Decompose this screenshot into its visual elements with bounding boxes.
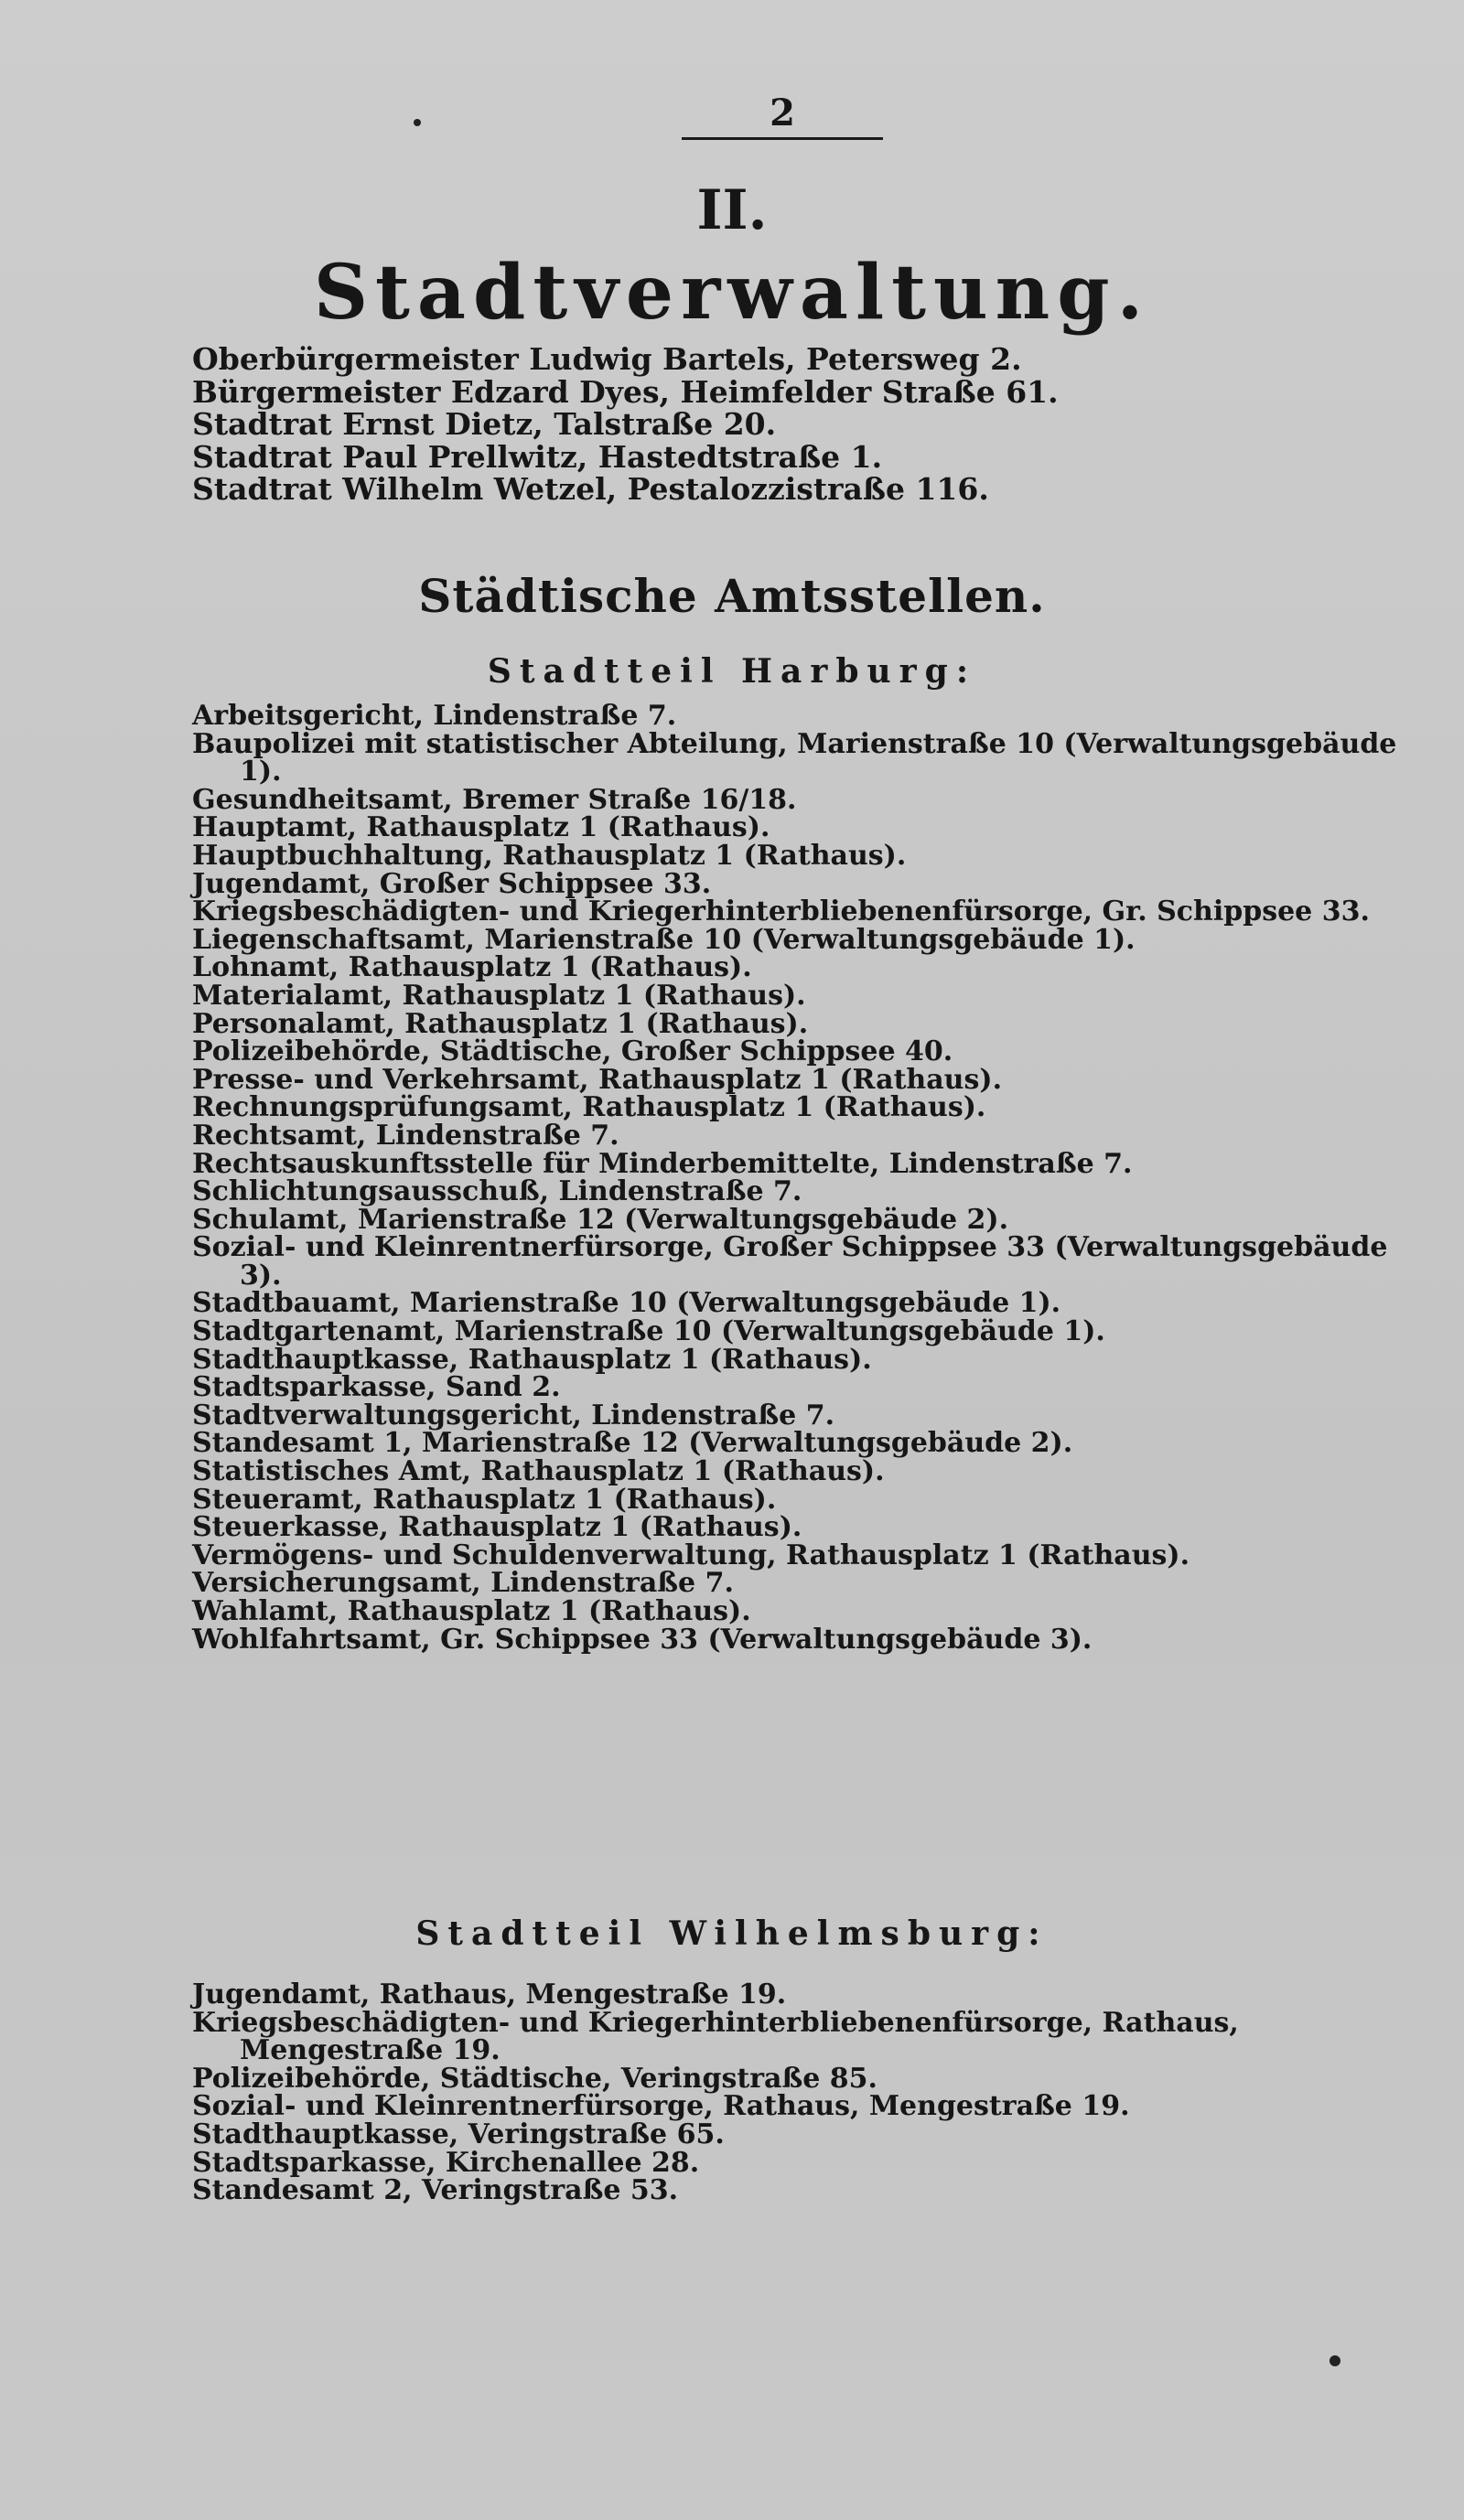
office-entry: Materialamt, Rathausplatz 1 (Rathaus). xyxy=(192,979,806,1012)
office-entry: Rechnungsprüfungsamt, Rathausplatz 1 (Rathaus). xyxy=(192,1091,986,1124)
office-entry: Kriegsbeschädigten- und Kriegerhinterbliebenenfürsorge, Rathaus, Mengestraße 19. xyxy=(192,2006,1239,2067)
office-entry: Standesamt 1, Marienstraße 12 (Verwaltungsgebäude 2). xyxy=(192,1427,1073,1460)
office-entry: Sozial- und Kleinrentnerfürsorge, Rathaus, Mengestraße 19. xyxy=(192,2090,1130,2123)
office-entry: Stadtsparkasse, Sand 2. xyxy=(192,1371,561,1404)
harburg-office-list xyxy=(192,702,1400,1654)
official-entry: Stadtrat Ernst Dietz, Talstraße 20. xyxy=(192,406,777,442)
office-entry: Personalamt, Rathausplatz 1 (Rathaus). xyxy=(192,1007,809,1040)
page-number: 2 xyxy=(770,91,795,134)
district-heading-harburg: Stadtteil Harburg: xyxy=(487,652,977,691)
office-entry: Rechtsamt, Lindenstraße 7. xyxy=(192,1119,619,1152)
office-entry: Rechtsauskunftsstelle für Minderbemittelte, Lindenstraße 7. xyxy=(192,1147,1133,1180)
office-entry: Vermögens- und Schuldenverwaltung, Rathausplatz 1 (Rathaus). xyxy=(192,1539,1190,1571)
office-entry: Statistisches Amt, Rathausplatz 1 (Rathaus). xyxy=(192,1455,885,1488)
office-entry: Stadthauptkasse, Rathausplatz 1 (Rathaus). xyxy=(192,1343,872,1376)
office-entry: Stadthauptkasse, Veringstraße 65. xyxy=(192,2118,725,2150)
section-title: Städtische Amtsstellen. xyxy=(418,569,1046,623)
office-entry: Wahlamt, Rathausplatz 1 (Rathaus). xyxy=(192,1595,751,1627)
office-entry: Stadtbauamt, Marienstraße 10 (Verwaltungsgebäude 1). xyxy=(192,1287,1061,1320)
office-entry: Versicherungsamt, Lindenstraße 7. xyxy=(192,1567,734,1600)
office-entry: Presse- und Verkehrsamt, Rathausplatz 1 (Rathaus). xyxy=(192,1063,1003,1096)
office-entry: Jugendamt, Rathaus, Mengestraße 19. xyxy=(192,1978,787,2011)
office-entry: Stadtsparkasse, Kirchenallee 28. xyxy=(192,2146,700,2179)
office-entry: Liegenschaftsamt, Marienstraße 10 (Verwaltungsgebäude 1). xyxy=(192,923,1136,956)
office-entry: Schlichtungsausschuß, Lindenstraße 7. xyxy=(192,1175,802,1208)
wilhelmsburg-office-list xyxy=(192,1978,1400,2207)
office-entry: Stadtverwaltungsgericht, Lindenstraße 7. xyxy=(192,1399,835,1432)
office-entry: Polizeibehörde, Städtische, Großer Schippsee 40. xyxy=(192,1035,953,1068)
office-entry: Stadtgartenamt, Marienstraße 10 (Verwaltungsgebäude 1). xyxy=(192,1315,1105,1348)
office-entry: Hauptamt, Rathausplatz 1 (Rathaus). xyxy=(192,811,770,844)
official-entry: Stadtrat Wilhelm Wetzel, Pestalozzistraße 116. xyxy=(192,471,989,507)
header-rule xyxy=(682,137,883,140)
office-entry: Wohlfahrtsamt, Gr. Schippsee 33 (Verwaltungsgebäude 3). xyxy=(192,1623,1093,1656)
office-entry: Baupolizei mit statistischer Abteilung, Marienstraße 10 (Verwaltungsgebäude 1). xyxy=(192,727,1397,788)
page-header xyxy=(0,0,1464,183)
office-entry: Schulamt, Marienstraße 12 (Verwaltungsgebäude 2). xyxy=(192,1203,1009,1236)
office-entry: Arbeitsgericht, Lindenstraße 7. xyxy=(192,700,677,732)
chapter-number: II. xyxy=(696,178,768,242)
office-entry: Steueramt, Rathausplatz 1 (Rathaus). xyxy=(192,1483,777,1516)
office-entry: Steuerkasse, Rathausplatz 1 (Rathaus). xyxy=(192,1511,802,1544)
official-entry: Oberbürgermeister Ludwig Bartels, Petersweg 2. xyxy=(192,341,1022,377)
office-entry: Lohnamt, Rathausplatz 1 (Rathaus). xyxy=(192,951,752,984)
office-entry: Sozial- und Kleinrentnerfürsorge, Großer Schippsee 33 (Verwaltungsgebäude 3). xyxy=(192,1231,1388,1292)
print-speck xyxy=(414,119,421,126)
print-speck xyxy=(1329,2355,1340,2366)
officials-list xyxy=(192,343,1372,506)
district-heading-wilhelmsburg: Stadtteil Wilhelmsburg: xyxy=(415,1914,1049,1953)
office-entry: Hauptbuchhaltung, Rathausplatz 1 (Rathaus). xyxy=(192,839,907,872)
official-entry: Stadtrat Paul Prellwitz, Hastedtstraße 1. xyxy=(192,438,883,475)
office-entry: Jugendamt, Großer Schippsee 33. xyxy=(192,867,712,900)
official-entry: Bürgermeister Edzard Dyes, Heimfelder Straße 61. xyxy=(192,373,1059,410)
page-title: Stadtverwaltung. xyxy=(313,249,1151,337)
office-entry: Standesamt 2, Veringstraße 53. xyxy=(192,2174,679,2207)
office-entry: Kriegsbeschädigten- und Kriegerhinterbliebenenfürsorge, Gr. Schippsee 33. xyxy=(192,895,1370,928)
office-entry: Polizeibehörde, Städtische, Veringstraße 85. xyxy=(192,2062,877,2095)
office-entry: Gesundheitsamt, Bremer Straße 16/18. xyxy=(192,783,797,816)
